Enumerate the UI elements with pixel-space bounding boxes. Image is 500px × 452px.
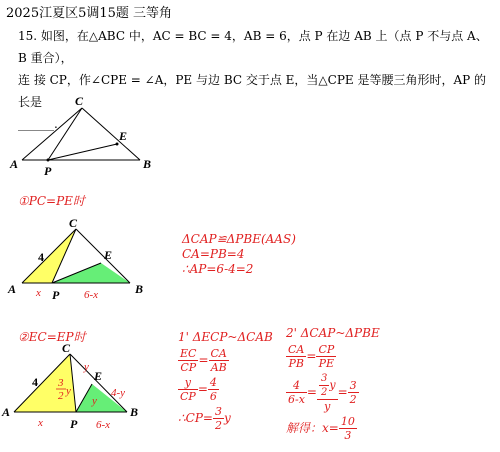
problem-line-3: ______. (18, 117, 58, 131)
c2s1-f3-post: y (223, 411, 231, 425)
case2-heading: ②EC=EP时 (18, 330, 86, 344)
c2s2-eq3 (286, 415, 380, 442)
page-title: 2025江夏区5调15题 三等角 (6, 6, 173, 21)
case2-solution-2 (286, 326, 380, 442)
vertex-a: A (10, 157, 19, 171)
c2-vertex-c: C (62, 341, 71, 355)
c2-point-e: E (94, 369, 103, 383)
c1-sol-line-2: CA=PB=4 (182, 247, 245, 261)
c2s1-f1-ld: CP (180, 361, 197, 374)
c1-vertex-a: A (8, 282, 17, 296)
c2s2-f1-ln: CA (288, 343, 305, 356)
case2-figure (0, 340, 175, 445)
point-e: E (119, 129, 128, 143)
c1-sol-line-3: ∴AP=6-4=2 (182, 262, 254, 276)
case1-heading: ①PC=PE时 (18, 194, 85, 208)
c2-vertex-p: P (70, 417, 78, 431)
vertex-b: B (143, 157, 152, 171)
c2s1-eq1: $\frac{EC}{CP}$ = $\frac{CA}{AB}$ (180, 347, 227, 374)
case2-solution-1 (178, 330, 273, 432)
c2s1-f2-ln: y (178, 376, 198, 390)
c1-vertex-b: B (135, 282, 144, 296)
vertex-c: C (75, 95, 84, 108)
c1-vertex-p: P (52, 288, 60, 302)
c2s1-f3-d: 2 (214, 419, 222, 432)
c2s2-f3-d: 3 (344, 429, 352, 442)
c2s1-eq2: $\frac{y}{CP}$ = $\frac{4}{6}$ (180, 376, 217, 403)
c2s1-f2-rn: 4 (209, 376, 217, 389)
c2s2-f2-mden: y (324, 400, 331, 413)
c2-label-pe: y (92, 395, 97, 407)
c2s1-f3-n: 3 (214, 405, 222, 418)
c2-label-pb: 6-x (96, 419, 111, 431)
c2s2-f2-rn: 3 (349, 379, 357, 392)
c2-label-ce: y (84, 361, 89, 373)
c2s2-f1-rd: PE (318, 357, 335, 370)
c2s1-head: 1' ΔECP~ΔCAB (178, 330, 273, 344)
c2-label-cp-var: y (66, 385, 71, 397)
c2s2-f1-ld: PB (288, 357, 304, 370)
c2s2-f3-pre: 解得：x= (286, 421, 339, 435)
c2s1-eq3 (178, 405, 273, 432)
c2s2-eq2: $\frac{4}{6-x}$ = $\frac{3}{2}$ y y = $\frac{3}{2}$ (288, 373, 357, 413)
c2-label-eb: 4-y (111, 387, 126, 399)
c2-label-ac: 4 (32, 375, 38, 389)
original-figure (0, 95, 170, 175)
c2-vertex-a: A (2, 405, 11, 419)
c1-point-e: E (104, 248, 113, 262)
c2s2-f2-mv: y (329, 378, 336, 392)
c2s2-eq1: $\frac{CA}{PB}$ = $\frac{CP}{PE}$ (288, 343, 335, 370)
c2s2-f3-n: 10 (340, 415, 355, 428)
vertex-p: P (44, 164, 52, 175)
c2s1-f2-ld: CP (180, 390, 196, 403)
c2s2-f2-ld: 6-x (288, 393, 305, 406)
case1-figure (0, 215, 175, 305)
c2s2-f1-rn: CP (318, 343, 335, 356)
case1-solution (182, 232, 296, 277)
c2s2-head: 2' ΔCAP~ΔPBE (286, 326, 380, 340)
c2s1-f1-rn: CA (210, 347, 227, 360)
c1-label-ac: 4 (38, 250, 44, 264)
c2s1-f3-pre: ∴CP= (178, 411, 213, 425)
c2-label-cp-den: 2 (58, 390, 64, 402)
problem-line-2: 连 接 CP，作∠CPE = ∠A，PE 与边 BC 交于点 E，当△CPE 是等腰三角形时，AP 的长是 (18, 73, 487, 109)
c2s2-f2-md: 2 (320, 387, 328, 398)
c1-label-ap: x (36, 287, 41, 299)
c2s1-f1-ln: EC (180, 347, 197, 360)
c2-label-ap: x (38, 417, 43, 429)
c1-label-pb: 6-x (84, 289, 99, 301)
c2-label-cp-num: 3 (58, 377, 64, 389)
c2s2-f2-rd: 2 (349, 393, 357, 406)
c2s2-f2-mn: 3 (320, 373, 328, 384)
c2s2-f2-ln: 4 (286, 379, 307, 393)
c2s1-f2-rd: 6 (209, 390, 217, 403)
c2s1-f1-rd: AB (210, 361, 227, 374)
c1-sol-line-1: ΔCAP≌ΔPBE(AAS) (182, 232, 296, 246)
c2-vertex-b: B (130, 405, 139, 419)
c1-vertex-c: C (69, 216, 78, 230)
problem-line-1: 15. 如图，在△ABC 中，AC = BC = 4，AB = 6，点 P 在边 AB 上（点 P 不与点 A、B 重合）， (18, 29, 488, 65)
